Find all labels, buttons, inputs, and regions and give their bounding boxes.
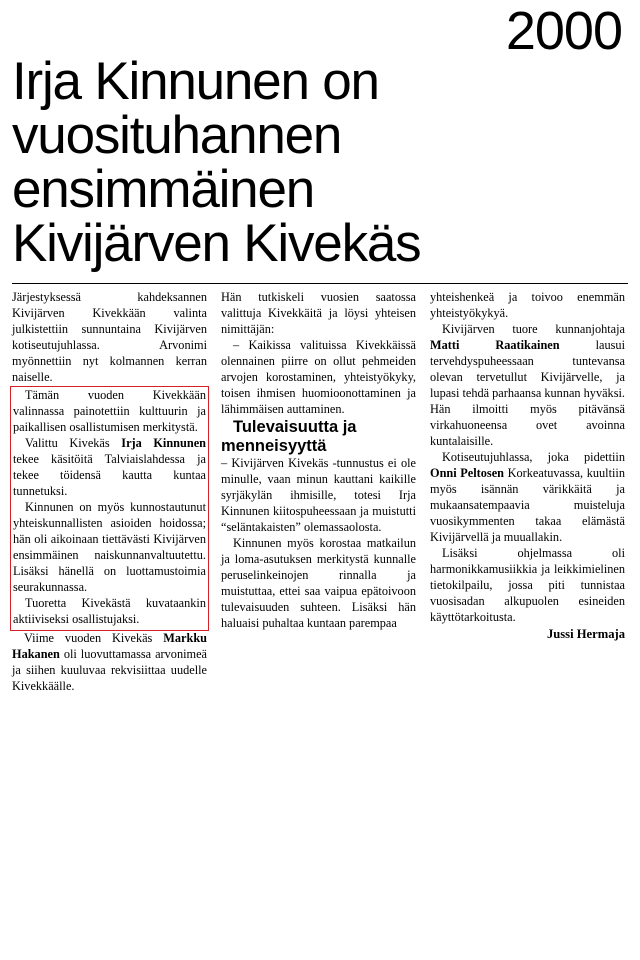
text-pre: Viime vuoden Kivekäs bbox=[24, 631, 164, 646]
paragraph: Tuoretta Kivekästä kuvataankin aktiiviseksi osallistujaksi. bbox=[13, 596, 206, 627]
paragraph: Tämän vuoden Kivekkään valinnassa painotettiin kulttuurin ja paikallisen osallistumisen merkitystä. bbox=[13, 388, 206, 435]
paragraph: Kinnunen myös korostaa matkailun ja loma-asutuksen merkitystä kunnalle peruselinkeinojen rinnalla ja muistuttaa, ettei saa vaipua epätoivoon tulevaisuuden suhteen. Lisäksi hän haluaisi puhaltaa kuntaan parempaa bbox=[221, 536, 416, 631]
headline-line-4: Kivijärven Kivekäs bbox=[12, 214, 421, 274]
headline-line-3: ensimmäinen bbox=[12, 160, 315, 220]
highlight-box bbox=[10, 386, 209, 631]
highlight-box-wrapper bbox=[12, 386, 207, 631]
person-name: Onni Peltosen bbox=[430, 466, 505, 481]
paragraph: Hän tutkiskeli vuosien saatossa valittuja Kivekkäitä ja löysi yhteisen nimittäjän: bbox=[221, 290, 416, 337]
headline-line-2: vuosituhannen bbox=[12, 106, 342, 166]
text-pre: Kotiseutujuhlassa, joka pidettiin bbox=[442, 450, 625, 465]
paragraph: yhteishenkeä ja toivoo enemmän yhteistyökykyä. bbox=[430, 290, 625, 321]
paragraph: Kinnunen on myös kunnostautunut yhteiskunnallisten asioiden hoidossa; hän oli aikoinaan tiettävästi Kivijärven ensimmäinen naiskunnanvaltuutettu. Lisäksi hänellä on luottamustoimia seurakunnassa. bbox=[13, 500, 206, 595]
paragraph bbox=[12, 631, 207, 695]
person-name: Markku Hakanen bbox=[12, 631, 207, 662]
text-post: tekee käsitöitä Talviaislahdessa ja tekee töidensä kautta kuntaa tunnetuksi. bbox=[13, 452, 206, 499]
year-label: 2000 bbox=[505, 1, 622, 61]
paragraph: – Kaikissa valituissa Kivekkäissä olennainen piirre on ollut pehmeiden arvojen korostaminen, yhteistyökyky, toisen ihmisen huomioonottaminen ja lähimmäisen auttaminen. bbox=[221, 338, 416, 417]
article-body bbox=[12, 290, 628, 695]
paragraph bbox=[430, 450, 625, 546]
text-pre: Valittu Kivekäs bbox=[25, 436, 122, 451]
headline-line-1: Irja Kinnunen on bbox=[12, 52, 379, 112]
person-name: Irja Kinnunen bbox=[121, 436, 206, 451]
section-subheading: Tulevaisuutta ja menneisyyttä bbox=[221, 418, 357, 456]
byline: Jussi Hermaja bbox=[546, 627, 625, 642]
column-3 bbox=[430, 290, 625, 642]
paragraph bbox=[430, 322, 625, 450]
text-post: oli luovuttamassa arvonimeä ja siihen kuuluvaa rekvisiittaa uudelle Kivekkäälle. bbox=[12, 647, 207, 694]
column-1 bbox=[12, 290, 207, 695]
person-name: Matti Raatikainen bbox=[430, 338, 560, 353]
text-post: Korkeatuvassa, kuultiin myös isännän värikkäitä ja mukaansatempaavia muisteluja vuosikymmenten takaa elämästä Kivijärvellä ja muuallakin. bbox=[430, 466, 626, 545]
text-pre: Kivijärven tuore kunnanjohtaja bbox=[442, 322, 625, 337]
paragraph: Järjestyksessä kahdeksannen Kivijärven Kivekkään valinta julkistettiin sunnuntaina Kivijärven kotiseutujuhlassa. Arvonimi myönnettiin nyt kolmannen kerran naiselle. bbox=[12, 290, 207, 385]
divider bbox=[12, 283, 628, 284]
masthead bbox=[12, 1, 628, 274]
paragraph: – Kivijärven Kivekäs -tunnustus ei ole minulle, vaan minun kauttani kaikille syrjäkylän ihmisille, totesi Irja Kinnunen kiitospuheessaan ja muistutti “seläntakaisten” olemassaolosta. bbox=[221, 456, 416, 535]
paragraph: Lisäksi ohjelmassa oli harmonikkamusiikkia ja leikkimielinen tietokilpailu, jossa piti tunnistaa vuosisadan alkupuolen esineiden käyttötarkoitusta. bbox=[430, 546, 625, 625]
text-post: lausui tervehdyspuheessaan tuntevansa olevan tervetullut Kivijärvelle, ja lupasi tehdä parhaansa kunnan hyväksi. Hän ilmoitti myös pitävänsä virkahuoneensa ovet avoinna kuntalaisille. bbox=[430, 338, 625, 449]
page-title bbox=[12, 52, 628, 274]
paragraph bbox=[13, 436, 206, 500]
column-2 bbox=[221, 290, 416, 632]
